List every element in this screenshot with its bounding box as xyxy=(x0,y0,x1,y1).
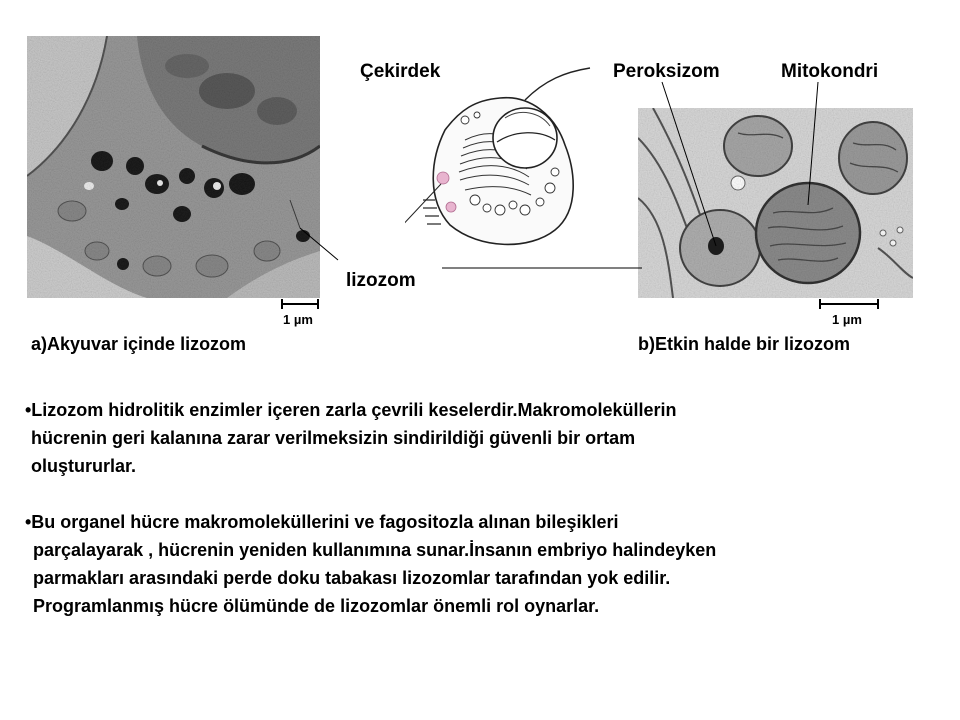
paragraph-1-line: oluştururlar. xyxy=(31,456,137,476)
label-peroxisome: Peroksizom xyxy=(613,61,720,82)
paragraph-1 xyxy=(25,396,677,480)
paragraph-2 xyxy=(25,508,716,620)
scale-label-right: 1 µm xyxy=(832,312,862,327)
paragraph-2-line: Programlanmış hücre ölümünde de lizozomlar önemli rol oynarlar. xyxy=(33,596,600,616)
paragraph-1-line: •Lizozom hidrolitik enzimler içeren zarla çevrili keselerdir.Makromoleküllerin xyxy=(25,400,677,420)
scale-label-left: 1 µm xyxy=(283,312,313,327)
caption-a: a)Akyuvar içinde lizozom xyxy=(31,334,247,354)
paragraph-1-line: hücrenin geri kalanına zarar verilmeksizin sindirildiği güvenli bir ortam xyxy=(31,428,636,448)
paragraph-2-line: parmakları arasındaki perde doku tabakası lizozomlar tarafından yok edilir. xyxy=(33,568,671,588)
label-lysosome: lizozom xyxy=(346,270,416,291)
paragraph-2-line: •Bu organel hücre makromoleküllerini ve fagositozla alınan bileşikleri xyxy=(25,512,619,532)
label-nucleus: Çekirdek xyxy=(360,61,441,82)
caption-b: b)Etkin halde bir lizozom xyxy=(638,334,851,354)
label-mitochondria: Mitokondri xyxy=(781,61,879,82)
paragraph-2-line: parçalayarak , hücrenin yeniden kullanımına sunar.İnsanın embriyo halindeyken xyxy=(33,540,717,560)
